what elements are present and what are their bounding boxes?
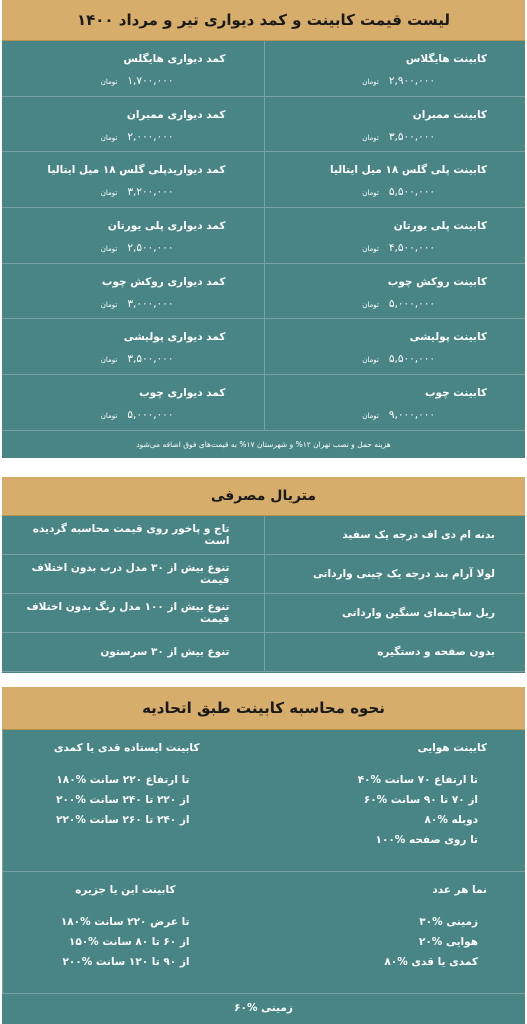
currency-label: تومان (362, 412, 379, 421)
material-item: تاج و پاخور روی قیمت محاسبه گردیده است (2, 516, 264, 555)
material-item: بدنه ام دی اف درجه یک سفید (264, 516, 526, 555)
price-cell-closet (2, 264, 264, 320)
price-cell-cabinet (264, 375, 526, 431)
material-item: ریل ساچمه‌ای سنگین وارداتی (264, 594, 526, 633)
calculation-title: نحوه محاسبه کابینت طبق اتحادیه (2, 687, 525, 730)
product-price: ۳,۲۰۰,۰۰۰ (127, 186, 174, 199)
material-item: تنوع بیش از ۱۰۰ مدل رنگ بدون اختلاف قیمت (2, 594, 264, 633)
rule-line: تا ارتفاع ۷۰ سانت %۴۰ (357, 774, 478, 786)
product-price: ۳,۰۰۰,۰۰۰ (127, 297, 174, 310)
price-cell-closet (2, 375, 264, 431)
currency-label: تومان (100, 189, 118, 198)
rule-line: تا ارتفاع ۲۲۰ سانت %۱۸۰ (56, 774, 190, 786)
rule-line: از ۶۰ تا ۸۰ سانت %۱۵۰ (68, 936, 190, 948)
materials-grid (2, 516, 525, 672)
price-grid (2, 41, 525, 431)
material-item: تنوع بیش از ۳۰ مدل درب بدون اختلاف قیمت (2, 555, 264, 594)
currency-label: تومان (100, 356, 118, 365)
rule-title: کابینت ایستاده قدی یا کمدی (53, 742, 200, 754)
product-price: ۵,۵۰۰,۰۰۰ (388, 353, 435, 366)
product-name: کمد دیواری چوب (139, 387, 226, 400)
material-item: بدون صفحه و دستگیره (264, 633, 526, 672)
product-price: ۲,۹۰۰,۰۰۰ (388, 75, 435, 87)
currency-label: تومان (100, 78, 118, 86)
calc-block-1 (2, 730, 525, 872)
rule-line: از ۷۰ تا ۹۰ سانت %۶۰ (363, 794, 478, 806)
price-cell-closet (2, 97, 264, 153)
currency-label: تومان (362, 356, 379, 365)
price-cell-closet (2, 41, 264, 97)
island-cabinet-rules (2, 872, 264, 994)
currency-label: تومان (100, 412, 118, 421)
material-item: لولا آرام بند درجه یک چینی وارداتی (264, 555, 526, 594)
price-cell-cabinet (264, 319, 526, 375)
product-price: ۳,۵۰۰,۰۰۰ (127, 353, 174, 366)
rule-line: از ۲۲۰ تا ۲۴۰ سانت %۲۰۰ (56, 794, 190, 806)
product-price: ۲,۰۰۰,۰۰۰ (127, 130, 174, 143)
currency-label: تومان (362, 189, 379, 198)
price-cell-closet (2, 319, 264, 375)
product-name: کمد دیواریدپلی گلس ۱۸ میل ایتالیا (47, 164, 226, 177)
rule-line: کمدی یا قدی %۸۰ (384, 956, 478, 968)
currency-label: تومان (100, 300, 118, 309)
rule-line: تا روی صفحه %۱۰۰ (375, 834, 478, 846)
product-name: کابینت پلی گلس ۱۸ میل ایتالیا (330, 164, 487, 177)
material-item: تنوع بیش از ۳۰ سرستون (2, 633, 264, 672)
rule-line: تا عرض ۲۲۰ سانت %۱۸۰ (60, 916, 190, 928)
currency-label: تومان (100, 133, 118, 142)
price-cell-closet (2, 208, 264, 264)
price-cell-cabinet (264, 41, 526, 97)
product-price: ۵,۵۰۰,۰۰۰ (388, 186, 435, 199)
product-name: کابینت ممبران (412, 108, 487, 121)
product-price: ۲,۵۰۰,۰۰۰ (127, 242, 174, 255)
rule-line: از ۲۴۰ تا ۲۶۰ سانت %۲۲۰ (56, 814, 190, 826)
currency-label: تومان (362, 245, 379, 254)
product-price: ۱,۷۰۰,۰۰۰ (127, 75, 174, 87)
price-list-title: لیست قیمت کابینت و کمد دیواری تیر و مرداد ۱۴۰۰ (2, 0, 525, 41)
wall-cabinet-rules (264, 730, 526, 872)
price-cell-closet (2, 152, 264, 208)
rule-line: از ۹۰ تا ۱۲۰ سانت %۲۰۰ (62, 956, 190, 968)
materials-section (2, 477, 525, 673)
product-name: کابینت پلی یورتان (393, 220, 487, 233)
rule-line: هوایی %۲۰ (418, 936, 478, 948)
product-name: کابینت هایگلاس (405, 53, 487, 65)
product-price: ۹,۰۰۰,۰۰۰ (388, 409, 435, 422)
product-price: ۳,۵۰۰,۰۰۰ (388, 130, 435, 143)
price-cell-cabinet (264, 208, 526, 264)
currency-label: تومان (100, 245, 118, 254)
product-name: کمد دیواری هایگلس (123, 53, 226, 65)
rule-title: نما هر عدد (432, 884, 487, 896)
product-price: ۵,۰۰۰,۰۰۰ (388, 297, 435, 310)
rule-line: زمینی %۳۰ (419, 916, 478, 928)
currency-label: تومان (362, 78, 379, 86)
footer-rule: زمینی %۶۰ (234, 1002, 293, 1014)
calc-block-2 (2, 872, 525, 994)
tall-cabinet-rules (2, 730, 264, 872)
shipping-note: هزینه حمل و نصب تهران ۱۲% و شهرستان ۱۷% به قیمت‌های فوق اضافه می‌شود (136, 439, 391, 449)
rule-line: دوبله %۸۰ (424, 814, 478, 826)
price-list-section (2, 0, 525, 458)
currency-label: تومان (362, 133, 379, 142)
materials-title: متریال مصرفی (2, 477, 525, 516)
currency-label: تومان (362, 300, 379, 309)
product-name: کابینت چوب (424, 387, 487, 400)
price-cell-cabinet (264, 264, 526, 320)
facade-rules (264, 872, 526, 994)
product-name: کابینت پولیشی (409, 331, 487, 344)
product-name: کمد دیواری پولیشی (123, 331, 226, 344)
product-name: کمد دیواری پلی یورتان (107, 220, 226, 233)
product-name: کمد دیواری روکش چوب (101, 275, 226, 288)
rule-title: کابینت هوایی (417, 742, 487, 754)
product-price: ۵,۰۰۰,۰۰۰ (127, 409, 174, 422)
price-cell-cabinet (264, 97, 526, 153)
calculation-section (2, 687, 525, 1024)
product-price: ۴,۵۰۰,۰۰۰ (388, 242, 435, 255)
price-cell-cabinet (264, 152, 526, 208)
product-name: کابینت روکش چوب (387, 275, 487, 288)
product-name: کمد دیواری ممبران (126, 108, 226, 121)
rule-title: کابینت این یا جزیره (75, 884, 176, 896)
